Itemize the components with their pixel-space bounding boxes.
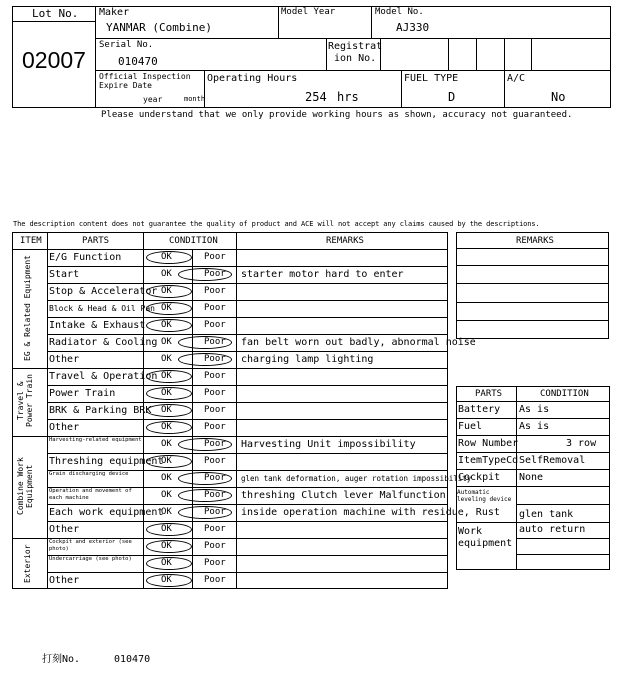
ok-option: OK [161,269,172,279]
ok-circle-mark [146,421,192,434]
battery-value: As is [519,404,550,415]
poor-option: Poor [204,354,226,364]
poor-circle-mark [178,472,232,485]
ok-circle-mark [146,540,192,553]
auto-leveling-label: Automatic leveling device [457,489,512,503]
table-row-line [47,351,448,352]
ac-label: A/C [507,73,526,84]
operating-hours-value: 254 [305,90,327,104]
remark-text: fan belt worn out badly, abnormal noise [241,336,476,348]
table-row-line [47,266,448,267]
registration-label-line2: ion No. [334,53,377,64]
table-row-line [47,572,448,573]
ok-option: OK [161,558,172,568]
poor-circle-mark [178,268,232,281]
ok-option: OK [161,354,172,364]
poor-circle-mark [178,353,232,366]
poor-option: Poor [204,456,226,466]
row-number-label: Row Number [458,438,519,449]
part-label: Undercarriage (see photo) [49,556,132,562]
spec-condition-header: CONDITION [540,389,589,399]
part-label: Other [49,523,80,535]
table-row-line [47,317,448,318]
part-label: E/G Function [49,251,122,263]
operating-hours-unit: hrs [337,90,359,104]
ok-option: OK [161,439,172,449]
part-label: Other [49,574,80,586]
item-type-label: ItemTypeCd [458,455,519,466]
part-label: Stop & Accelerator [49,285,158,297]
table-row-line [47,334,448,335]
part-label: Block & Head & Oil Pan [49,303,155,313]
remark-text: Harvesting Unit impossibility [241,438,416,450]
fuel-value: As is [519,421,550,432]
condition-header: CONDITION [169,236,218,246]
poor-option: Poor [204,473,226,483]
part-label: Operation and movement of each machine [49,488,132,501]
part-label: Intake & Exhaust [49,319,146,331]
part-label: Harvesting-related equipment [49,437,142,443]
ok-option: OK [161,422,172,432]
poor-option: Poor [204,286,226,296]
operating-hours-label: Operating Hours [207,73,298,84]
poor-circle-mark [178,438,232,451]
poor-circle-mark [178,489,232,502]
hours-accuracy-note: Please understand that we only provide working hours as shown, accuracy not guaranteed. [101,110,573,120]
ok-circle-mark [146,404,192,417]
ac-value: No [551,90,566,104]
ok-option: OK [161,337,172,347]
table-row-line [47,283,448,284]
part-label: Travel & Operation [49,370,158,382]
work-equipment-value-1: glen tank [519,509,574,520]
month-label: month [184,95,206,103]
ok-circle-mark [146,557,192,570]
item-header: ITEM [20,236,42,246]
poor-option: Poor [204,371,226,381]
group-label-exterior: Exterior [23,544,32,584]
ok-option: OK [161,405,172,415]
part-label: Start [49,268,80,280]
ok-option: OK [161,490,172,500]
ok-option: OK [161,524,172,534]
lot-label: Lot No. [32,7,79,20]
ok-option: OK [161,303,172,313]
poor-option: Poor [204,337,226,347]
stamp-number-label: 打刻No. [42,654,81,665]
cockpit-label: Cockpit [458,472,501,483]
part-label: Cockpit and exterior (see photo) [49,539,132,552]
poor-option: Poor [204,558,226,568]
cockpit-value: None [519,472,544,483]
fuel-label: Fuel [458,421,483,432]
ok-circle-mark [146,251,192,264]
ok-option: OK [161,286,172,296]
stamp-number-value: 010470 [114,654,151,665]
remark-text: glen tank deformation, auger rotation impossibility [241,473,472,483]
table-row-line [12,368,448,369]
parts-header: PARTS [82,236,110,246]
remark-text: starter motor hard to enter [241,268,404,280]
group-label-combine: Combine Work Equipment [16,457,34,515]
ok-option: OK [161,456,172,466]
poor-option: Poor [204,524,226,534]
poor-option: Poor [204,303,226,313]
poor-option: Poor [204,320,226,330]
part-label: Power Train [49,387,116,399]
maker-value: YANMAR (Combine) [106,21,212,34]
ok-option: OK [161,252,172,262]
item-type-value: SelfRemoval [519,455,586,466]
remark-text: threshing Clutch lever Malfunction [241,489,446,501]
ok-circle-mark [146,370,192,383]
ok-option: OK [161,473,172,483]
part-label: Other [49,421,80,433]
model-no-value: AJ330 [396,21,430,34]
group-label-eg: EG & Related Equipment [23,255,32,361]
poor-option: Poor [204,541,226,551]
inspection-label-line1: Official Inspection [99,72,191,81]
work-equipment-value-2: auto return [519,524,586,535]
poor-option: Poor [204,575,226,585]
model-no-label: Model No. [375,7,424,17]
ok-circle-mark [146,523,192,536]
table-row-line [47,419,448,420]
ok-option: OK [161,320,172,330]
table-row-line [47,521,448,522]
part-label: Threshing equipment [49,455,164,467]
table-column-line [47,232,48,589]
remarks-header: REMARKS [326,236,364,246]
poor-option: Poor [204,439,226,449]
ok-option: OK [161,507,172,517]
poor-option: Poor [204,507,226,517]
remark-text: inside operation machine with residue, Rust [241,506,500,518]
disclaimer: The description content does not guarantee the quality of product and ACE will not accept any claims caused by the descriptions. [13,220,540,228]
remark-text: charging lamp lighting [241,353,374,365]
poor-circle-mark [178,336,232,349]
poor-option: Poor [204,252,226,262]
ok-circle-mark [146,285,192,298]
registration-label-line1: Registrat [328,41,383,52]
table-row-line [47,504,448,505]
group-label-travel: Travel & Power Train [16,374,34,428]
poor-option: Poor [204,422,226,432]
part-label: Radiator & Cooling [49,336,158,348]
inspection-label-line2: Expire Date [99,81,152,90]
table-row-line [47,402,448,403]
row-number-value: 3 row [566,438,597,449]
part-label: Grain discharging device [49,471,129,477]
model-year-label: Model Year [281,7,336,17]
spec-parts-header: PARTS [475,389,503,399]
right-remarks-header: REMARKS [516,236,554,246]
serial-value: 010470 [118,55,158,68]
poor-option: Poor [204,490,226,500]
table-row-line [47,300,448,301]
maker-label: Maker [99,7,130,18]
lot-number: 02007 [22,47,86,73]
serial-label: Serial No. [99,40,154,50]
fuel-type-label: FUEL TYPE [404,73,459,84]
table-row-line [47,385,448,386]
year-label: year [143,95,163,104]
ok-option: OK [161,388,172,398]
work-equipment-label: Work equipment [458,526,513,549]
ok-circle-mark [146,302,192,315]
table-column-line [236,232,237,589]
ok-option: OK [161,575,172,585]
part-label: Other [49,353,80,365]
poor-circle-mark [178,506,232,519]
ok-circle-mark [146,574,192,587]
fuel-type-value: D [448,90,456,104]
poor-option: Poor [204,405,226,415]
battery-label: Battery [458,404,501,415]
part-label: BRK & Parking BRK [49,404,152,416]
ok-circle-mark [146,319,192,332]
ok-circle-mark [146,387,192,400]
ok-option: OK [161,371,172,381]
table-row-line [47,453,448,454]
ok-option: OK [161,541,172,551]
ok-circle-mark [146,455,192,468]
poor-option: Poor [204,388,226,398]
table-header-line [12,249,448,250]
poor-option: Poor [204,269,226,279]
part-label: Each work equipment [49,506,164,518]
